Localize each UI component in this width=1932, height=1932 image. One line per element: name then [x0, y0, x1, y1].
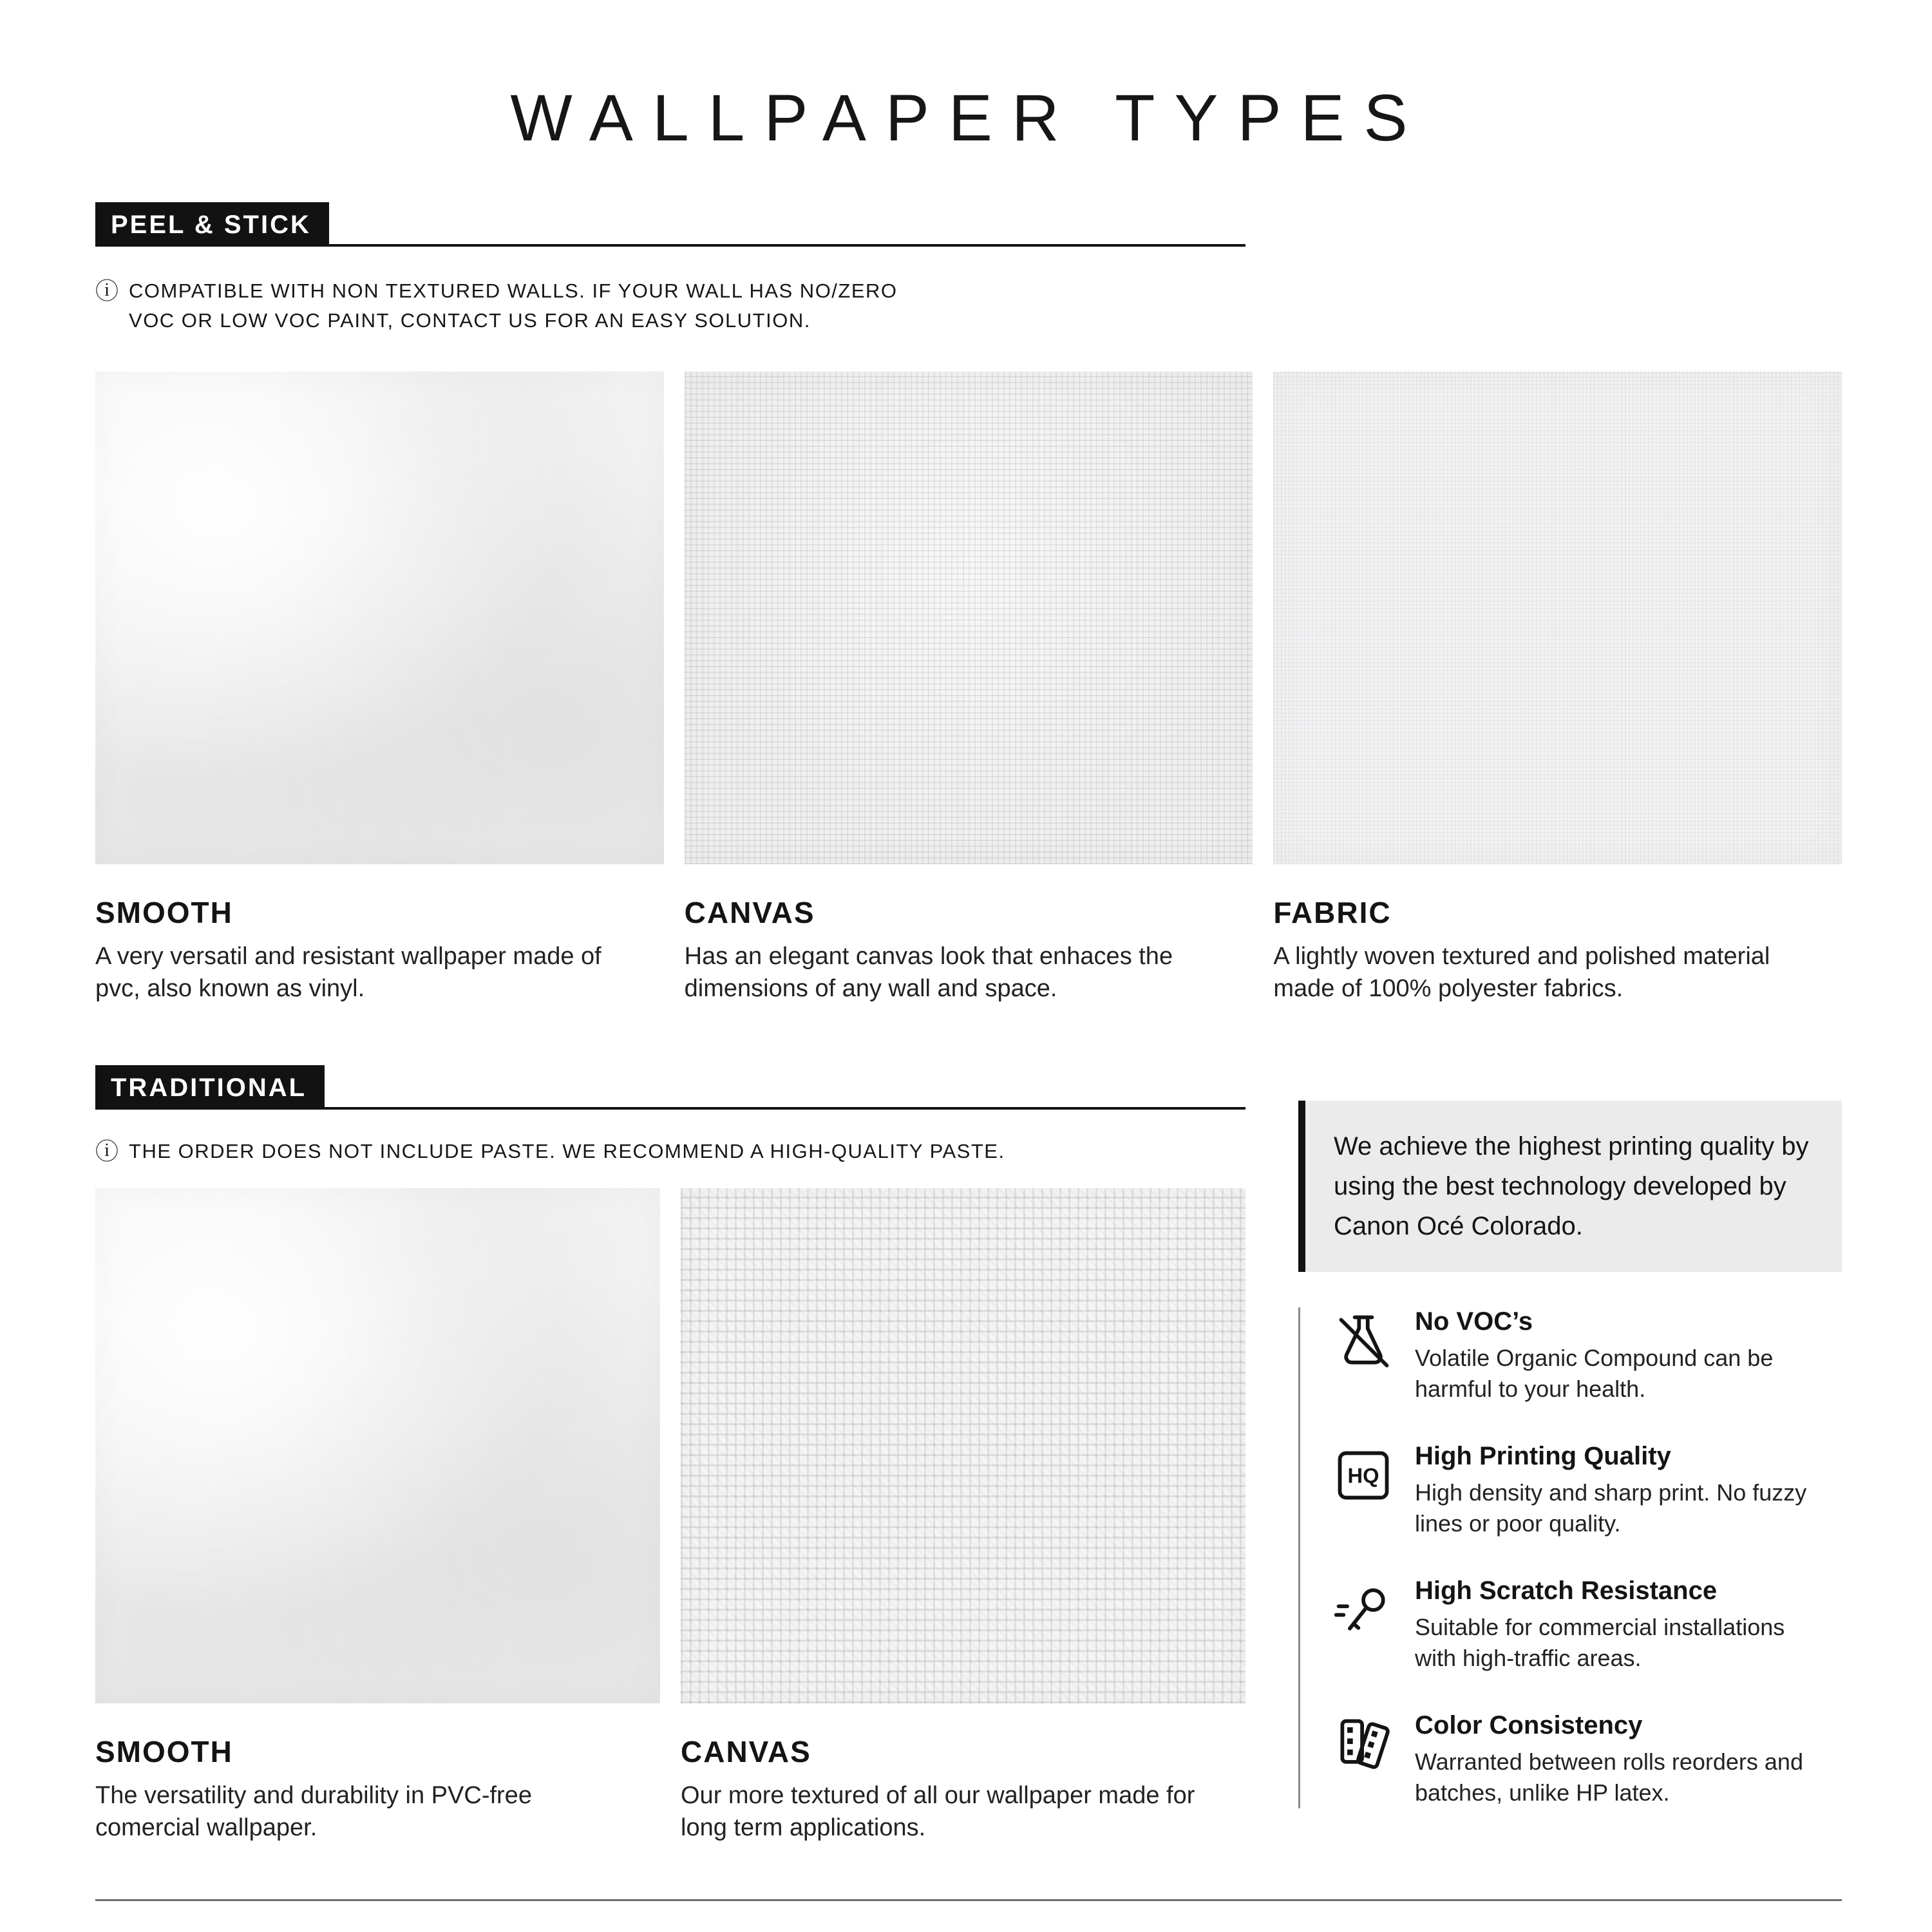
feature-scratch-resistance	[1332, 1577, 1842, 1674]
note-line-2: VOC OR LOW VOC PAINT, CONTACT US FOR AN EASY SOLUTION.	[129, 309, 811, 332]
swatch-name: CANVAS	[681, 1735, 811, 1768]
swatch-name: CANVAS	[684, 896, 815, 929]
peel-stick-note	[95, 276, 1842, 336]
feature-list	[1298, 1307, 1842, 1808]
feature-text	[1415, 1711, 1827, 1808]
smooth-texture-image	[95, 1188, 660, 1703]
peel-stick-label: PEEL & STICK	[95, 202, 329, 247]
svg-text:HQ: HQ	[1347, 1463, 1379, 1488]
peel-stick-note-text	[129, 276, 898, 336]
smooth-texture-image	[95, 372, 664, 864]
lower-section	[95, 1065, 1842, 1844]
peel-stick-swatch-row	[95, 372, 1842, 1005]
swatch-description: A lightly woven textured and polished material made of 100% polyester fabrics.	[1273, 943, 1770, 1002]
feature-color-consistency	[1332, 1711, 1842, 1808]
canvas-texture-image	[685, 372, 1253, 864]
section-header-traditional	[95, 1065, 1245, 1110]
swatch-card-canvas-traditional	[681, 1188, 1245, 1844]
traditional-label: TRADITIONAL	[95, 1065, 325, 1110]
feature-high-printing-quality	[1332, 1442, 1842, 1539]
feature-description: Volatile Organic Compound can be harmful to your health.	[1415, 1345, 1774, 1402]
info-icon: ⓘ	[95, 278, 119, 304]
quality-info-column	[1298, 1065, 1842, 1844]
swatch-card-smooth	[95, 372, 664, 1005]
swatch-card-smooth-traditional	[95, 1188, 660, 1844]
feature-text	[1415, 1442, 1827, 1539]
feature-description: Suitable for commercial installations with high-traffic areas.	[1415, 1614, 1785, 1671]
swatch-description: The versatility and durability in PVC-free comercial wallpaper.	[95, 1782, 532, 1841]
section-header-peel-stick	[95, 202, 1245, 247]
swatch-description: Has an elegant canvas look that enhaces the dimensions of any wall and space.	[684, 943, 1173, 1002]
info-icon: ⓘ	[95, 1138, 119, 1164]
swatch-description: A very versatil and resistant wallpaper made of pvc, also known as vinyl.	[95, 943, 601, 1002]
feature-title: No VOC’s	[1415, 1307, 1533, 1336]
swatch-card-fabric	[1273, 372, 1842, 1005]
feature-text	[1415, 1307, 1827, 1405]
feature-description: Warranted between rolls reorders and batches, unlike HP latex.	[1415, 1748, 1803, 1806]
traditional-section	[95, 1065, 1245, 1844]
note-line-1: COMPATIBLE WITH NON TEXTURED WALLS. IF YOUR WALL HAS NO/ZERO	[129, 279, 898, 302]
swatch-description: Our more textured of all our wallpaper made for long term applications.	[681, 1782, 1195, 1841]
feature-title: High Printing Quality	[1415, 1442, 1671, 1470]
page-title: WALLPAPER TYPES	[510, 81, 1427, 155]
color-icon	[1332, 1714, 1394, 1776]
bottom-divider	[95, 1899, 1842, 1901]
hq-icon	[1332, 1444, 1394, 1506]
traditional-note	[95, 1137, 1245, 1166]
swatch-card-canvas	[685, 372, 1253, 1005]
swatch-name: FABRIC	[1273, 896, 1392, 929]
feature-text	[1415, 1577, 1827, 1674]
fabric-texture-image	[1273, 372, 1842, 864]
no-voc-icon	[1332, 1310, 1394, 1372]
canvas-texture-image	[681, 1188, 1245, 1703]
feature-no-voc	[1332, 1307, 1842, 1405]
feature-title: Color Consistency	[1415, 1711, 1643, 1739]
feature-description: High density and sharp print. No fuzzy lines or poor quality.	[1415, 1479, 1807, 1537]
section-rule	[325, 1107, 1245, 1110]
scratch-icon	[1332, 1579, 1394, 1641]
traditional-note-text: THE ORDER DOES NOT INCLUDE PASTE. WE RECOMMEND A HIGH-QUALITY PASTE.	[129, 1140, 1005, 1162]
swatch-name: SMOOTH	[95, 896, 233, 929]
swatch-name: SMOOTH	[95, 1735, 233, 1768]
traditional-swatch-row	[95, 1188, 1245, 1844]
quality-statement-box: We achieve the highest printing quality by using the best technology developed by Canon Océ Colorado.	[1298, 1101, 1842, 1272]
section-rule	[329, 244, 1245, 247]
feature-title: High Scratch Resistance	[1415, 1577, 1718, 1605]
